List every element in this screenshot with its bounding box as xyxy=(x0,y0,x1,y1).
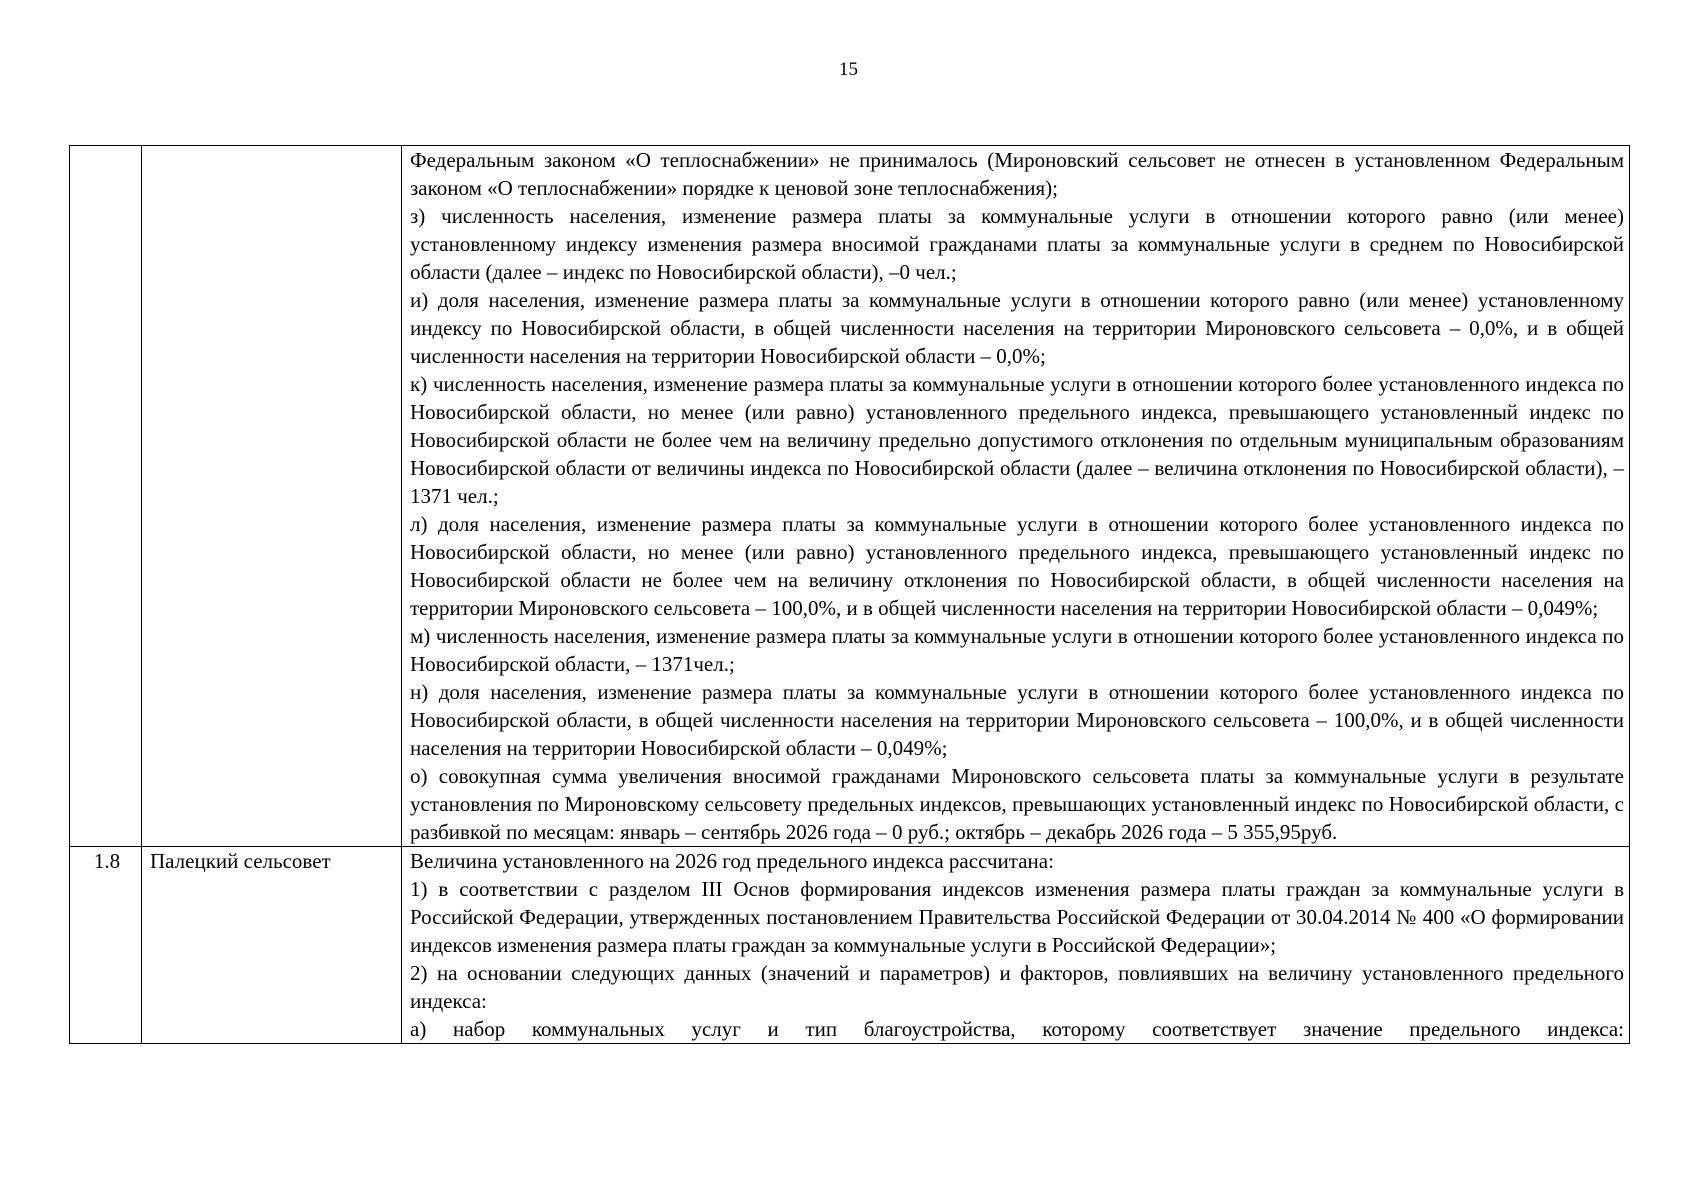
municipality-name-cell: Палецкий сельсовет xyxy=(142,847,402,1044)
description-cell xyxy=(402,847,1630,1044)
paragraph: и) доля населения, изменение размера платы за коммунальные услуги в отношении которого равно (или менее) установленному индексу по Новосибирской области, в общей численности населения на территории Мироновского сельсовета – 0,0%, и в общей численности населения на территории Новосибирской области – 0,0%; xyxy=(410,288,1624,368)
paragraph: 1) в соответствии с разделом III Основ формирования индексов изменения размера платы граждан за коммунальные услуги в Российской Федерации, утвержденных постановлением Правительства Российской Федерации от 30.04.2014 № 400 «О формировании индексов изменения размера платы граждан за коммунальные услуги в Российской Федерации»; xyxy=(410,877,1624,957)
row-number-cell xyxy=(70,146,142,847)
paragraph: Федеральным законом «О теплоснабжении» не принималось (Мироновский сельсовет не отнесен в установленном Федеральным законом «О теплоснабжении» порядке к ценовой зоне теплоснабжения); xyxy=(410,148,1624,200)
paragraph: о) совокупная сумма увеличения вносимой гражданами Мироновского сельсовета платы за коммунальные услуги в результате установления по Мироновскому сельсовету предельных индексов, превышающих установленный индекс по Новосибирской области, с разбивкой по месяцам: январь – сентябрь 2026 года – 0 руб.; октябрь – декабрь 2026 года – 5 355,95руб. xyxy=(410,764,1624,844)
paragraph: а) набор коммунальных услуг и тип благоустройства, которому соответствует значение предельного индекса: xyxy=(410,1017,1624,1041)
table-row xyxy=(70,146,1630,847)
table-row xyxy=(70,847,1630,1044)
paragraph: 2) на основании следующих данных (значений и параметров) и факторов, повлиявших на величину установленного предельного индекса: xyxy=(410,961,1624,1013)
municipality-name-cell xyxy=(142,146,402,847)
description-cell xyxy=(402,146,1630,847)
paragraph: к) численность населения, изменение размера платы за коммунальные услуги в отношении которого более установленного индекса по Новосибирской области, но менее (или равно) установленного предельного индекса, превышающего установленный индекс по Новосибирской области не более чем на величину предельно допустимого отклонения по отдельным муниципальным образованиям Новосибирской области от величины индекса по Новосибирской области (далее – величина отклонения по Новосибирской области), – 1371 чел.; xyxy=(410,372,1624,508)
page-number: 15 xyxy=(839,59,858,80)
row-number-cell: 1.8 xyxy=(70,847,142,1044)
paragraph: м) численность населения, изменение размера платы за коммунальные услуги в отношении которого более установленного индекса по Новосибирской области, – 1371чел.; xyxy=(410,624,1624,676)
paragraph: з) численность населения, изменение размера платы за коммунальные услуги в отношении которого равно (или менее) установленному индексу изменения размера вносимой гражданами платы за коммунальные услуги в среднем по Новосибирской области (далее – индекс по Новосибирской области), –0 чел.; xyxy=(410,204,1624,284)
paragraph: н) доля населения, изменение размера платы за коммунальные услуги в отношении которого более установленного индекса по Новосибирской области, в общей численности населения на территории Мироновского сельсовета – 100,0%, и в общей численности населения на территории Новосибирской области – 0,049%; xyxy=(410,680,1624,760)
paragraph: л) доля населения, изменение размера платы за коммунальные услуги в отношении которого более установленного индекса по Новосибирской области, но менее (или равно) установленного предельного индекса, превышающего установленный индекс по Новосибирской области не более чем на величину отклонения по Новосибирской области, в общей численности населения на территории Мироновского сельсовета – 100,0%, и в общей численности населения на территории Новосибирской области – 0,049%; xyxy=(410,512,1624,620)
paragraph: Величина установленного на 2026 год предельного индекса рассчитана: xyxy=(410,849,1054,873)
document-table xyxy=(69,145,1630,1044)
